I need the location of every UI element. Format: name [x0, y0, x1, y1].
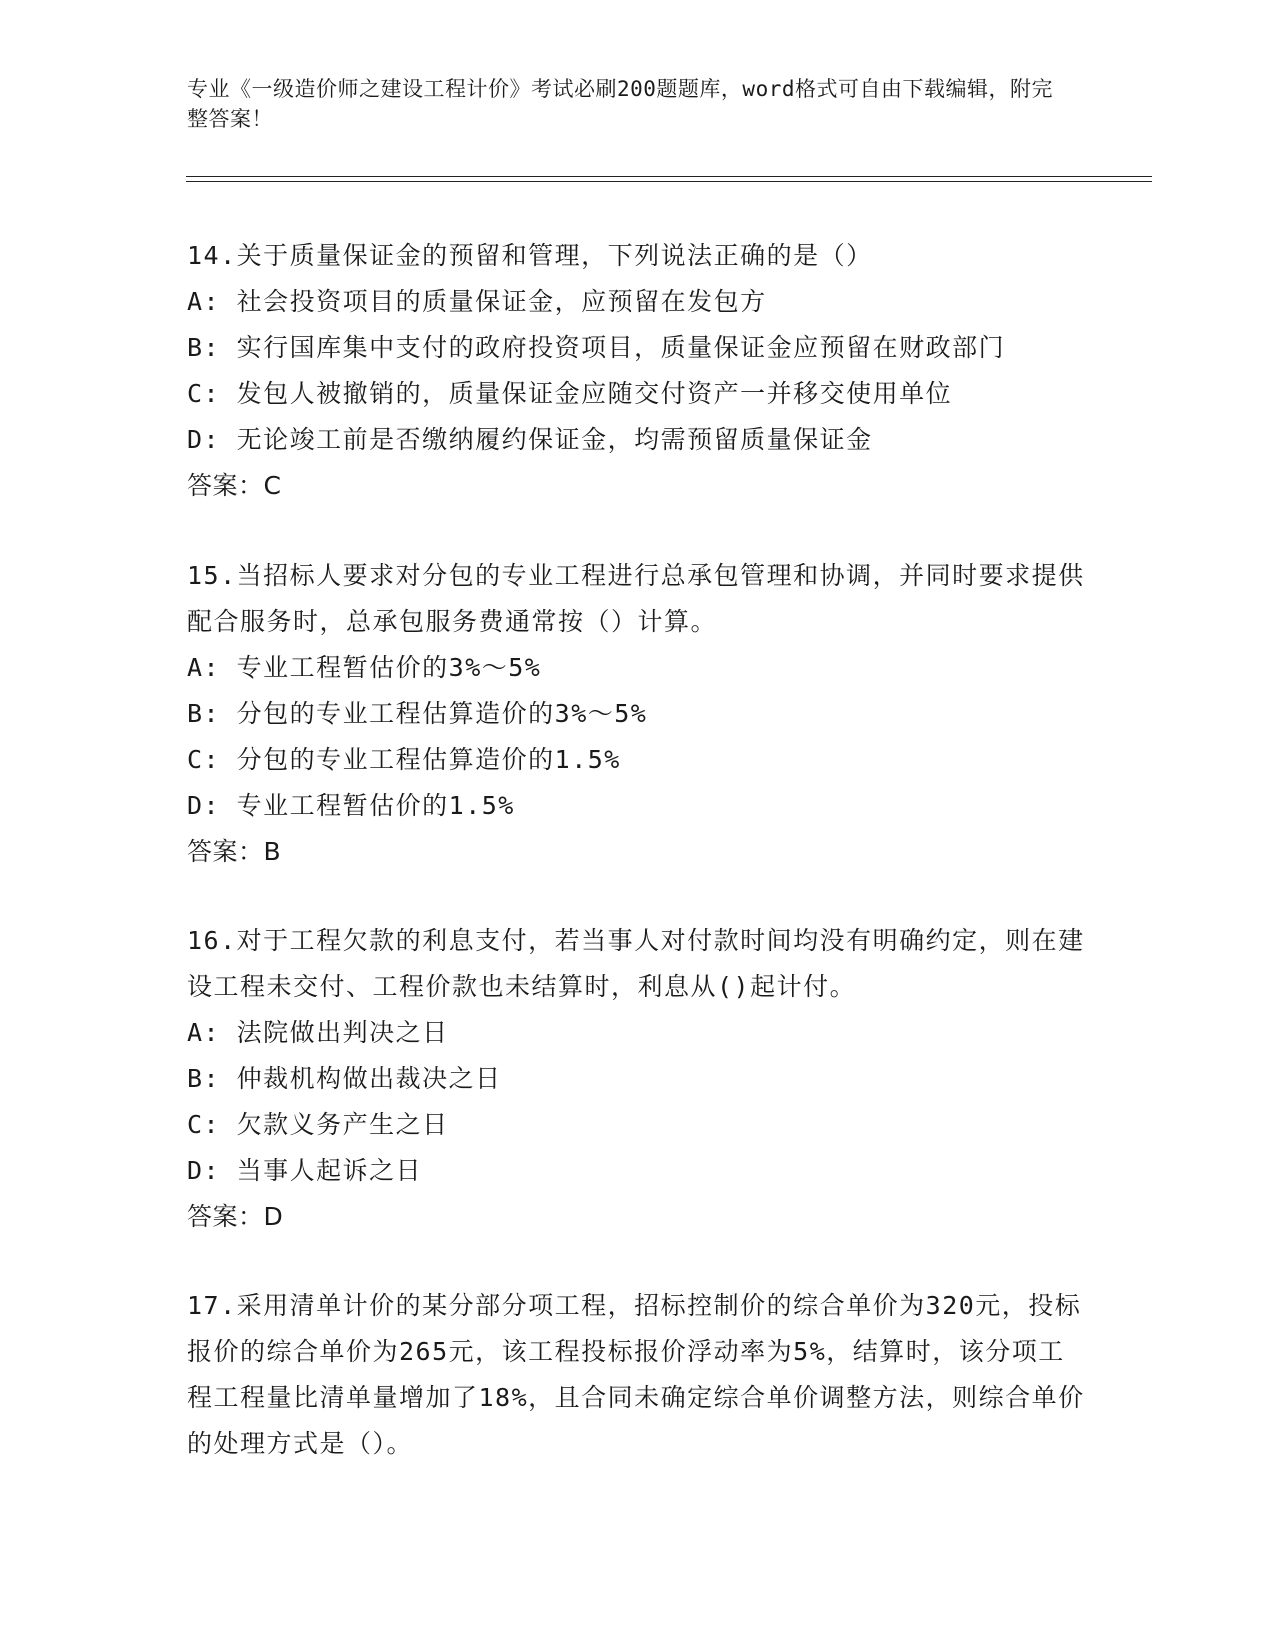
question-14	[187, 233, 1087, 509]
option-d: D: 专业工程暂估价的1.5%	[187, 791, 515, 820]
header-divider-bottom	[186, 181, 1152, 182]
answer-label: 答案：C	[187, 471, 282, 500]
answer-label: 答案：D	[187, 1202, 284, 1231]
question-stem: 17.采用清单计价的某分部分项工程，招标控制价的综合单价为320元，投标报价的综合单价为265元，该工程投标报价浮动率为5%，结算时，该分项工程工程量比清单量增加了18%，且合同未确定综合单价调整方法，则综合单价的处理方式是（）。	[187, 1291, 1085, 1458]
question-stem: 16.对于工程欠款的利息支付，若当事人对付款时间均没有明确约定，则在建设工程未交付、工程价款也未结算时，利息从()起计付。	[187, 926, 1085, 1001]
question-17	[187, 1283, 1087, 1467]
option-d: D: 无论竣工前是否缴纳履约保证金，均需预留质量保证金	[187, 425, 873, 454]
option-c: C: 欠款义务产生之日	[187, 1110, 449, 1139]
option-a: A: 专业工程暂估价的3%～5%	[187, 653, 542, 682]
option-a: A: 社会投资项目的质量保证金，应预留在发包方	[187, 287, 767, 316]
document-header: 专业《一级造价师之建设工程计价》考试必刷200题题库，word格式可自由下载编辑，附完整答案！	[187, 77, 1053, 131]
header-divider-top	[186, 176, 1152, 177]
question-15	[187, 553, 1087, 875]
question-stem: 14.关于质量保证金的预留和管理，下列说法正确的是（）	[187, 241, 873, 270]
question-16	[187, 918, 1087, 1240]
option-c: C: 发包人被撤销的，质量保证金应随交付资产一并移交使用单位	[187, 379, 953, 408]
option-b: B: 实行国库集中支付的政府投资项目，质量保证金应预留在财政部门	[187, 333, 1006, 362]
option-a: A: 法院做出判决之日	[187, 1018, 449, 1047]
question-stem: 15.当招标人要求对分包的专业工程进行总承包管理和协调，并同时要求提供配合服务时，总承包服务费通常按（）计算。	[187, 561, 1085, 636]
option-b: B: 仲裁机构做出裁决之日	[187, 1064, 502, 1093]
answer-label: 答案：B	[187, 837, 282, 866]
option-d: D: 当事人起诉之日	[187, 1156, 423, 1185]
option-c: C: 分包的专业工程估算造价的1.5%	[187, 745, 621, 774]
option-b: B: 分包的专业工程估算造价的3%～5%	[187, 699, 648, 728]
